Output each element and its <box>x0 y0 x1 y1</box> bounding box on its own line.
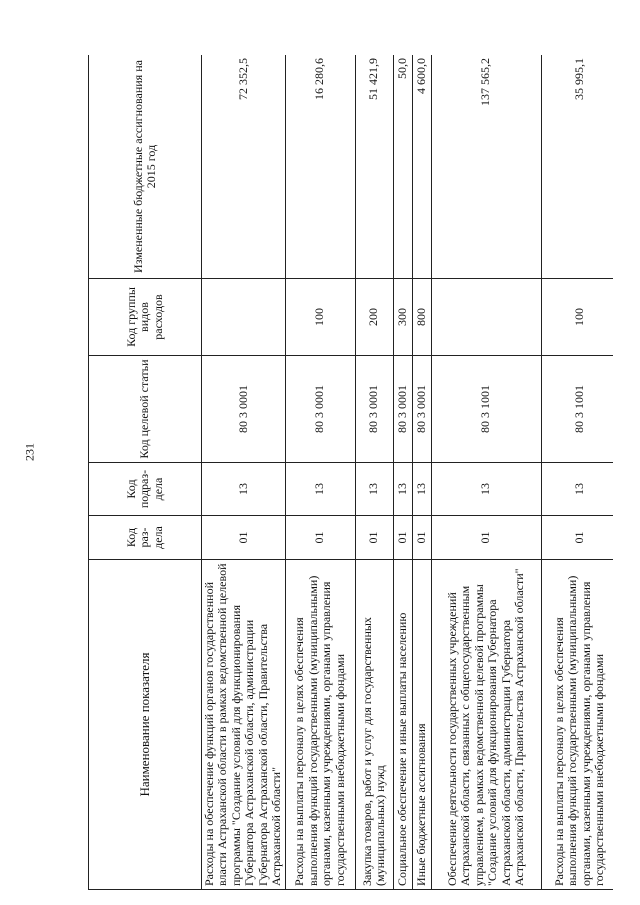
row-expense-group-code <box>431 279 541 356</box>
row-target-code: 80 3 0001 <box>412 356 431 463</box>
header-amount: Измененные бюджетные ассигнования на 2015 год <box>89 55 202 279</box>
row-target-code: 80 3 0001 <box>202 356 286 463</box>
row-name: Расходы на выплаты персоналу в целях обеспечения выполнения функций государственными (муниципальными) органами, казенными учреждениями, органами управления государственными внебюджетными фондами <box>285 560 355 890</box>
row-section-code: 01 <box>202 516 286 560</box>
row-name: Обеспечение деятельности государственных учреждений Астраханской области, связанных с общегосударственным управлением, в рамках ведомственной целевой программы "Создание условий для функционирования Губернатора Астраханской области, администрации Губернатора Астраханской области, Правительства Астраханской области" <box>431 560 541 890</box>
header-section-code: Код раз-дела <box>89 516 202 560</box>
table-row <box>355 55 393 890</box>
row-name: Социальное обеспечение и иные выплаты населению <box>393 560 412 890</box>
row-subsection-code: 13 <box>412 463 431 516</box>
page-number: 231 <box>22 443 37 461</box>
row-amount: 4 600,0 <box>412 55 431 279</box>
header-name: Наименование показателя <box>89 560 202 890</box>
row-amount: 35 995,1 <box>541 55 613 279</box>
table-row <box>431 55 541 890</box>
budget-table-box <box>88 55 613 890</box>
row-section-code: 01 <box>412 516 431 560</box>
row-amount: 50,0 <box>393 55 412 279</box>
header-target-code: Код целевой статьи <box>89 356 202 463</box>
row-target-code: 80 3 0001 <box>355 356 393 463</box>
row-target-code: 80 3 0001 <box>393 356 412 463</box>
row-amount: 72 352,5 <box>202 55 286 279</box>
budget-table <box>88 55 613 890</box>
table-row <box>202 55 286 890</box>
row-target-code: 80 3 1001 <box>541 356 613 463</box>
row-section-code: 01 <box>285 516 355 560</box>
row-section-code: 01 <box>541 516 613 560</box>
row-section-code: 01 <box>393 516 412 560</box>
row-subsection-code: 13 <box>541 463 613 516</box>
row-subsection-code: 13 <box>431 463 541 516</box>
row-expense-group-code: 100 <box>285 279 355 356</box>
table-row <box>541 55 613 890</box>
row-section-code: 01 <box>431 516 541 560</box>
row-name: Иные бюджетные ассигнования <box>412 560 431 890</box>
row-target-code: 80 3 0001 <box>285 356 355 463</box>
rotated-table-container <box>88 55 613 890</box>
row-subsection-code: 13 <box>202 463 286 516</box>
row-expense-group-code <box>202 279 286 356</box>
row-amount: 16 280,6 <box>285 55 355 279</box>
row-name: Расходы на выплаты персоналу в целях обеспечения выполнения функций государственными (муниципальными) органами, казенными учреждениями, органами управления государственными внебюджетными фондами <box>541 560 613 890</box>
row-expense-group-code: 100 <box>541 279 613 356</box>
row-expense-group-code: 200 <box>355 279 393 356</box>
row-name: Закупка товаров, работ и услуг для государственных (муниципальных) нужд <box>355 560 393 890</box>
row-expense-group-code: 800 <box>412 279 431 356</box>
row-subsection-code: 13 <box>355 463 393 516</box>
header-subsection-code: Код подраз-дела <box>89 463 202 516</box>
table-header-row <box>89 55 202 890</box>
row-amount: 51 421,9 <box>355 55 393 279</box>
table-row <box>285 55 355 890</box>
row-section-code: 01 <box>355 516 393 560</box>
row-name: Расходы на обеспечение функций органов государственной власти Астраханской области в рамках ведомственной целевой программы "Создание условий для функционирования Губернатора Астраханской области, администрации Губернатора Астраханской области, Правительства Астраханской области" <box>202 560 286 890</box>
table-row <box>393 55 412 890</box>
table-row <box>412 55 431 890</box>
row-target-code: 80 3 1001 <box>431 356 541 463</box>
row-expense-group-code: 300 <box>393 279 412 356</box>
row-amount: 137 565,2 <box>431 55 541 279</box>
row-subsection-code: 13 <box>393 463 412 516</box>
row-subsection-code: 13 <box>285 463 355 516</box>
header-expense-group-code: Код группы видов расходов <box>89 279 202 356</box>
